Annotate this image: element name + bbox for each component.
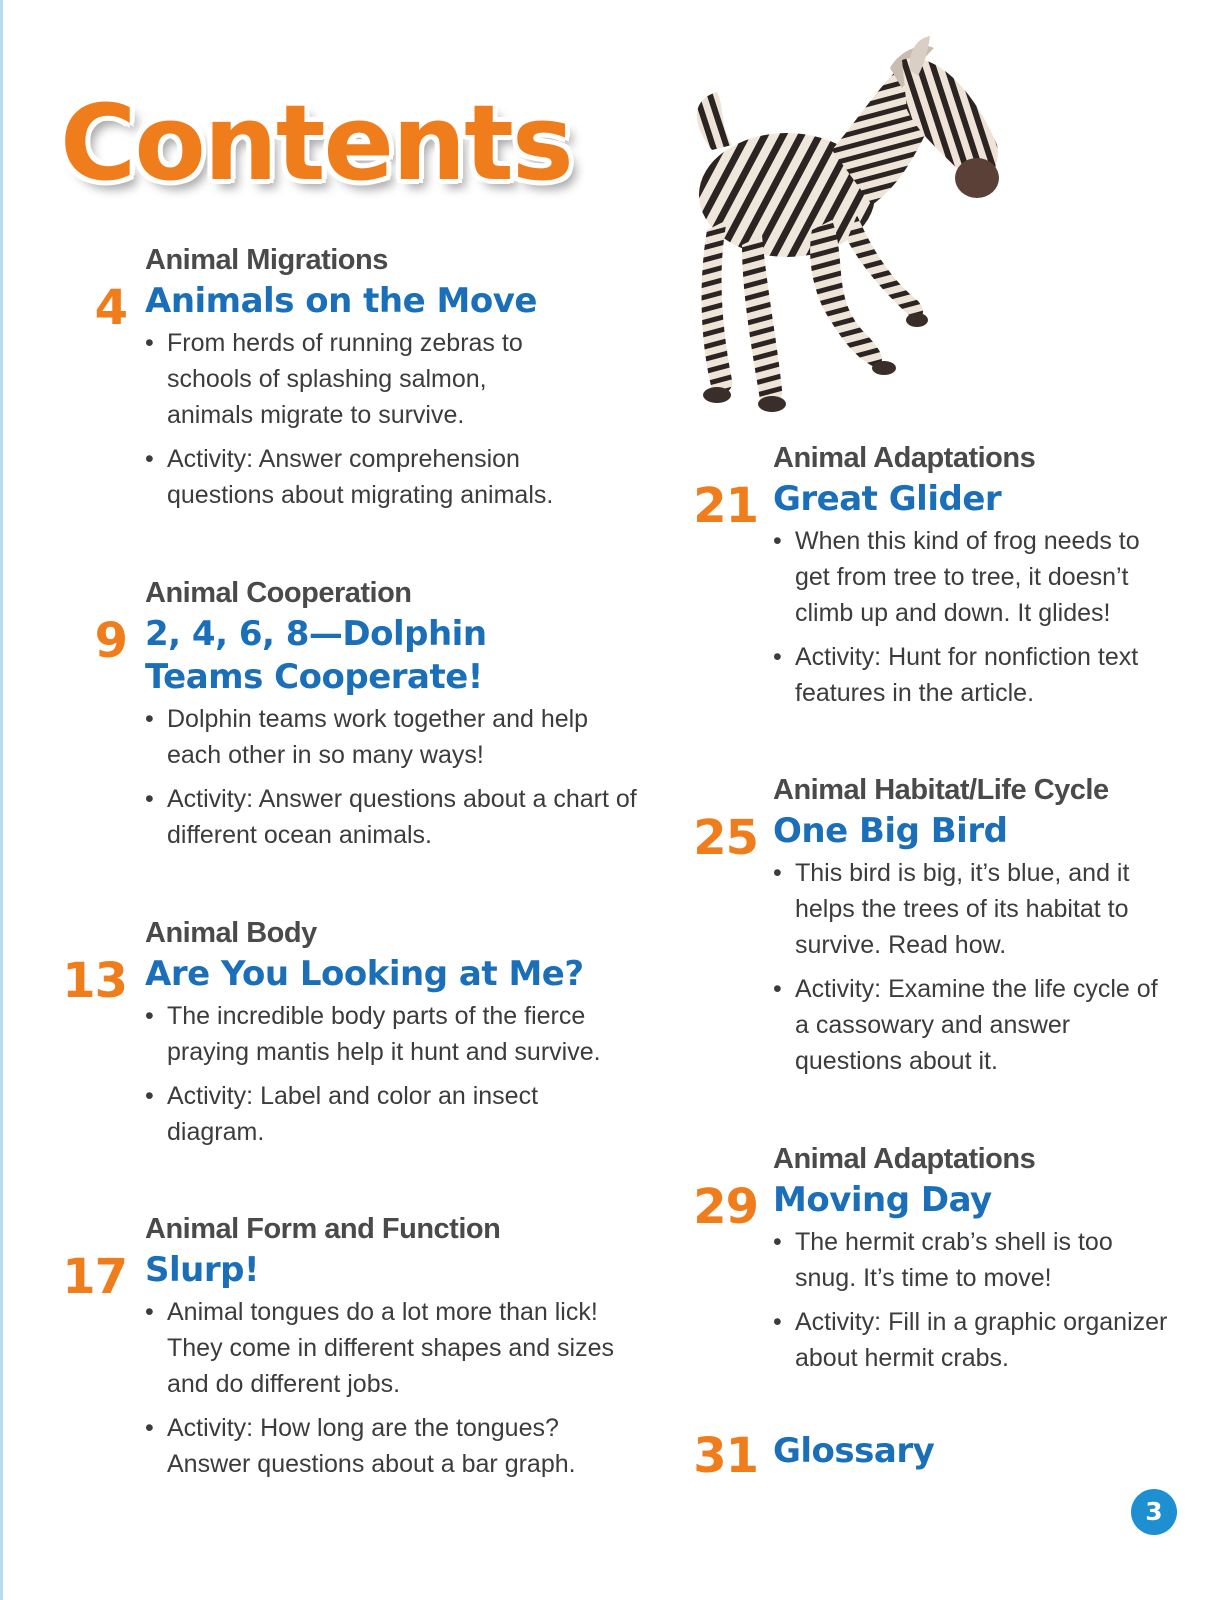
page-number: 25	[693, 810, 758, 866]
toc-entry-great-glider[interactable]	[693, 438, 1193, 719]
page-number: 4	[94, 280, 127, 336]
page-title: Contents	[60, 82, 572, 204]
entry-category: Animal Body	[145, 917, 317, 949]
bullet-item: • From herds of running zebras to schools of splashing salmon, animals migrate to survive.	[145, 325, 527, 433]
entry-bullets	[145, 325, 635, 513]
page-number-badge: 3	[1131, 1489, 1177, 1535]
toc-entry-animals-on-the-move[interactable]	[94, 240, 635, 521]
entry-bullets	[773, 523, 1193, 711]
entry-bullets	[145, 1294, 635, 1482]
page-number: 17	[62, 1249, 127, 1305]
toc-entry-slurp[interactable]	[62, 1209, 635, 1490]
bullet-item: • Dolphin teams work together and help each other in so many ways!	[145, 701, 627, 773]
entry-category: Animal Migrations	[145, 244, 388, 276]
page-number: 29	[693, 1179, 758, 1235]
bullet-item: • Activity: Examine the life cycle of a cassowary and answer questions about it.	[773, 971, 1170, 1079]
page-number: 31	[693, 1428, 758, 1484]
page-number: 9	[94, 613, 127, 669]
entry-title[interactable]: One Big Bird	[773, 811, 1008, 851]
bullet-item: • Activity: Label and color an insect diagram.	[145, 1078, 587, 1150]
entry-category: Animal Adaptations	[773, 442, 1036, 474]
bullet-item: • Activity: Answer questions about a chart of different ocean animals.	[145, 781, 637, 853]
entry-title[interactable]: Glossary	[773, 1431, 935, 1471]
bullet-item: • Animal tongues do a lot more than lick! They come in different shapes and sizes and do different jobs.	[145, 1294, 642, 1402]
bullet-item: • This bird is big, it’s blue, and it helps the trees of its habitat to survive. Read how.	[773, 855, 1170, 963]
toc-entry-one-big-bird[interactable]	[693, 770, 1193, 1087]
page-edge-rule	[0, 0, 3, 1600]
entry-bullets	[145, 701, 635, 853]
entry-title[interactable]: Great Glider	[773, 479, 1002, 519]
bullet-item: • Activity: How long are the tongues? Answer questions about a bar graph.	[145, 1410, 617, 1482]
entry-category: Animal Habitat/Life Cycle	[773, 774, 1109, 806]
entry-title[interactable]: Moving Day	[773, 1180, 992, 1220]
entry-bullets	[773, 1224, 1193, 1376]
entry-category: Animal Cooperation	[145, 577, 412, 609]
toc-entry-glossary[interactable]	[693, 1428, 1193, 1484]
entry-title[interactable]: Are You Looking at Me?	[145, 954, 584, 994]
entry-category: Animal Form and Function	[145, 1213, 501, 1245]
page-number: 21	[693, 478, 758, 534]
bullet-item: • When this kind of frog needs to get from tree to tree, it doesn’t climb up and down. It glides!	[773, 523, 1170, 631]
toc-entry-moving-day[interactable]	[693, 1139, 1193, 1384]
entry-bullets	[773, 855, 1193, 1079]
entry-title[interactable]: Animals on the Move	[145, 281, 537, 321]
zebra-photo	[672, 30, 1017, 425]
bullet-item: • The hermit crab’s shell is too snug. It’s time to move!	[773, 1224, 1140, 1296]
toc-entry-dolphin-teams[interactable]	[94, 573, 637, 861]
entry-bullets	[145, 998, 635, 1150]
toc-entry-are-you-looking-at-me[interactable]	[62, 913, 635, 1158]
bullet-item: • Activity: Hunt for nonfiction text features in the article.	[773, 639, 1170, 711]
entry-category: Animal Adaptations	[773, 1143, 1036, 1175]
entry-title[interactable]: 2, 4, 6, 8—Dolphin Teams Cooperate!	[145, 614, 487, 697]
bullet-item: • Activity: Fill in a graphic organizer about hermit crabs.	[773, 1304, 1170, 1376]
bullet-item: • Activity: Answer comprehension questions about migrating animals.	[145, 441, 587, 513]
page-number: 13	[62, 953, 127, 1009]
bullet-item: • The incredible body parts of the fierce praying mantis help it hunt and survive.	[145, 998, 637, 1070]
entry-title[interactable]: Slurp!	[145, 1250, 259, 1290]
